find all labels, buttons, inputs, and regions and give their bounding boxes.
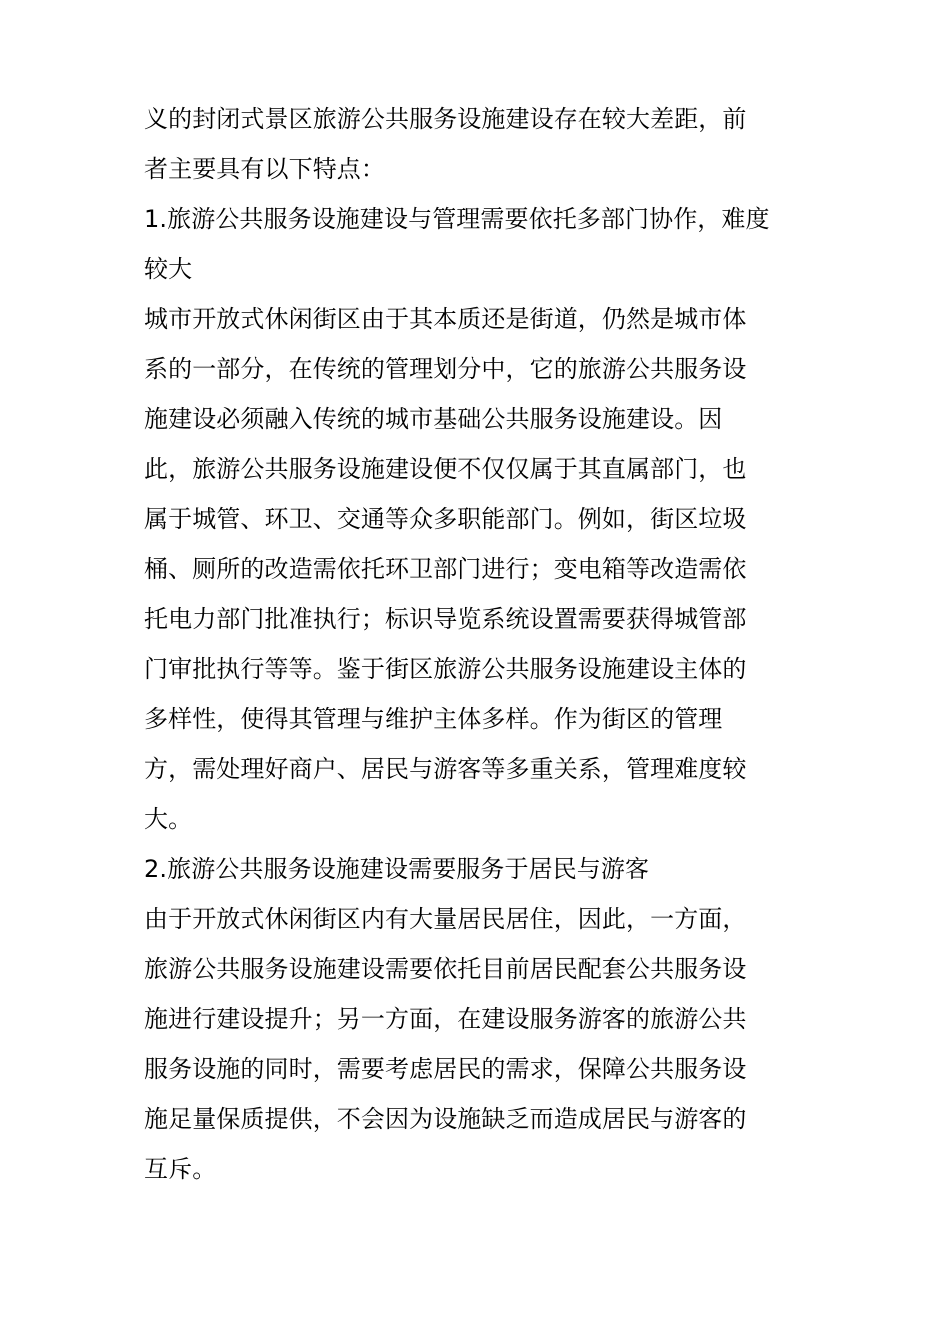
text-line: 义的封闭式景区旅游公共服务设施建设存在较大差距，前 — [144, 105, 747, 133]
text-line: 门审批执行等等。鉴于街区旅游公共服务设施建设主体的 — [144, 655, 747, 683]
text-line: 施进行建设提升；另一方面，在建设服务游客的旅游公共 — [144, 1005, 747, 1033]
text-line: 桶、厕所的改造需依托环卫部门进行；变电箱等改造需依 — [144, 555, 747, 583]
text-line: 由于开放式休闲街区内有大量居民居住，因此，一方面， — [144, 905, 747, 933]
text-line: 旅游公共服务设施建设需要依托目前居民配套公共服务设 — [144, 955, 747, 983]
text-line: 托电力部门批准执行；标识导览系统设置需要获得城管部 — [144, 605, 747, 633]
section-heading-1-cont: 较大 — [144, 255, 193, 283]
text-line: 系的一部分，在传统的管理划分中，它的旅游公共服务设 — [144, 355, 747, 383]
text-line: 施足量保质提供，不会因为设施缺乏而造成居民与游客的 — [144, 1105, 747, 1133]
text-line: 方，需处理好商户、居民与游客等多重关系，管理难度较 — [144, 755, 747, 783]
section-heading-2: 2.旅游公共服务设施建设需要服务于居民与游客 — [144, 855, 650, 883]
section-heading-1: 1.旅游公共服务设施建设与管理需要依托多部门协作，难度 — [144, 205, 770, 233]
text-line: 施建设必须融入传统的城市基础公共服务设施建设。因 — [144, 405, 723, 433]
text-line: 大。 — [144, 805, 193, 833]
text-line: 服务设施的同时，需要考虑居民的需求，保障公共服务设 — [144, 1055, 747, 1083]
text-line: 互斥。 — [144, 1155, 217, 1183]
document-body — [144, 94, 814, 1194]
text-line: 此，旅游公共服务设施建设便不仅仅属于其直属部门，也 — [144, 455, 747, 483]
text-line: 者主要具有以下特点： — [144, 155, 385, 183]
text-line: 属于城管、环卫、交通等众多职能部门。例如，街区垃圾 — [144, 505, 747, 533]
text-line: 多样性，使得其管理与维护主体多样。作为街区的管理 — [144, 705, 723, 733]
text-line: 城市开放式休闲街区由于其本质还是街道，仍然是城市体 — [144, 305, 747, 333]
